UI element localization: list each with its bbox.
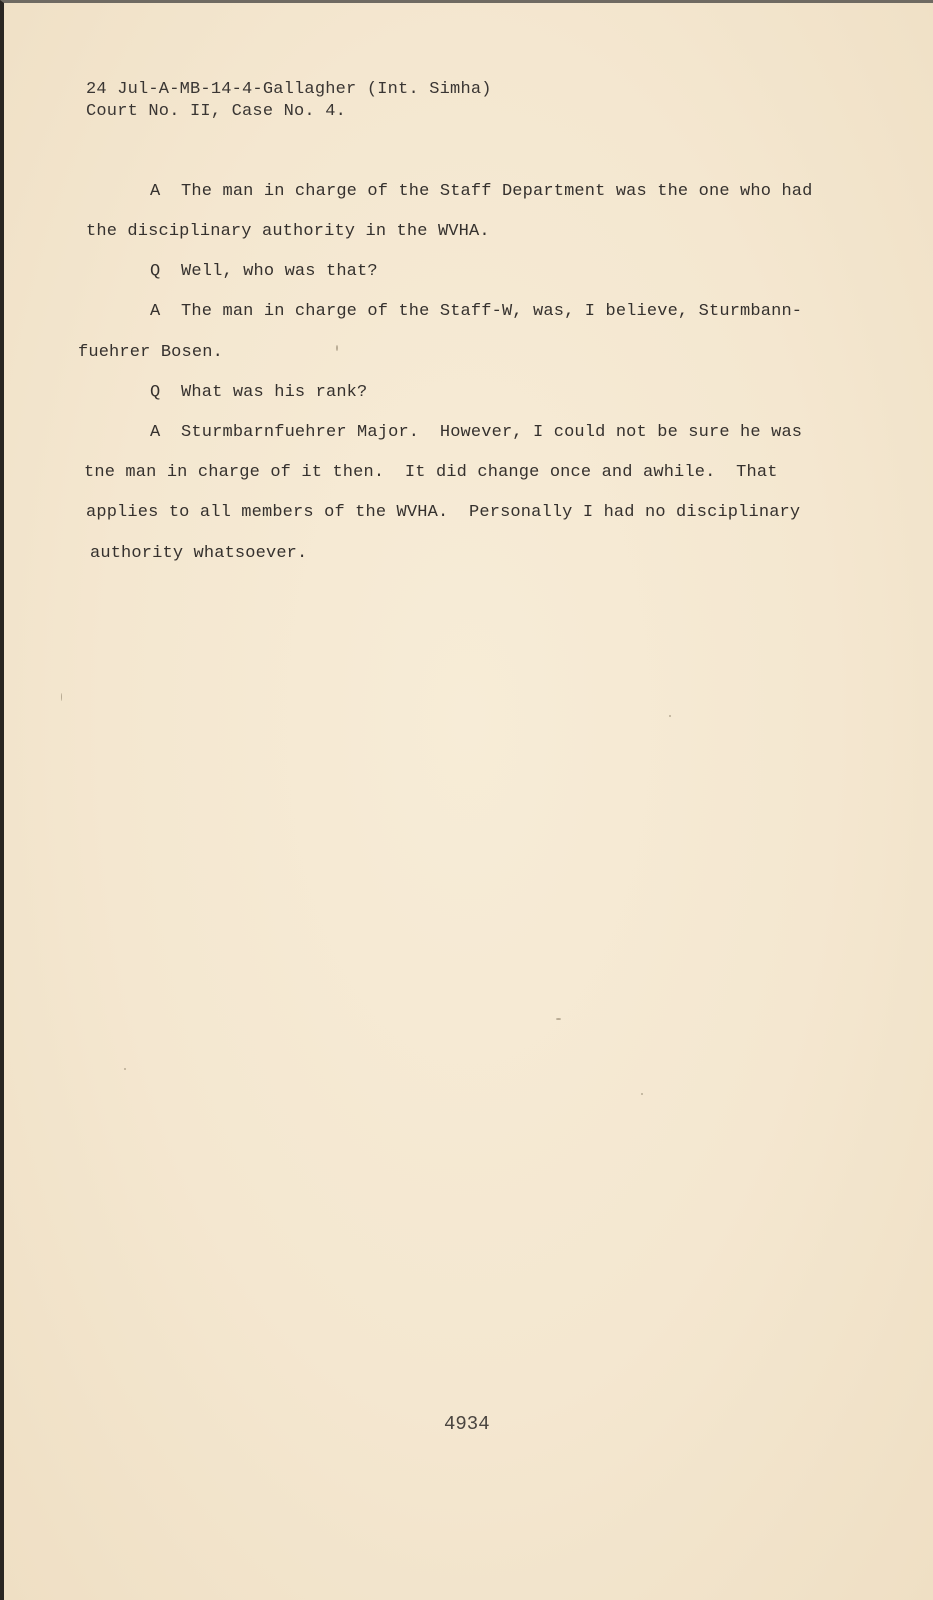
transcript-line: A The man in charge of the Staff-W, was, I believe, Sturmbann-: [150, 302, 803, 321]
transcript-line: tne man in charge of it then. It did change once and awhile. That: [84, 463, 778, 482]
paper-speck: [124, 1068, 126, 1070]
paper-speck: [336, 345, 338, 351]
paper-speck: [61, 693, 62, 701]
page-number: 4934: [444, 1413, 490, 1435]
paper-speck: [556, 1018, 561, 1020]
transcript-line: A The man in charge of the Staff Department was the one who had: [150, 182, 813, 201]
transcript-line: A Sturmbarnfuehrer Major. However, I could not be sure he was: [150, 423, 803, 442]
header-session-line: 24 Jul-A-MB-14-4-Gallagher (Int. Simha): [86, 80, 492, 99]
document-header: [86, 79, 492, 123]
paper-speck: [669, 715, 671, 717]
transcript-line: Q Well, who was that?: [150, 262, 378, 281]
header-court-line: Court No. II, Case No. 4.: [86, 102, 347, 121]
transcript-line: the disciplinary authority in the WVHA.: [86, 222, 490, 241]
transcript-line: authority whatsoever.: [90, 544, 308, 563]
transcript-line: applies to all members of the WVHA. Personally I had no disciplinary: [86, 503, 801, 522]
transcript-line: Q What was his rank?: [150, 383, 368, 402]
paper-speck: [641, 1093, 643, 1095]
transcript-line: fuehrer Bosen.: [78, 343, 223, 362]
